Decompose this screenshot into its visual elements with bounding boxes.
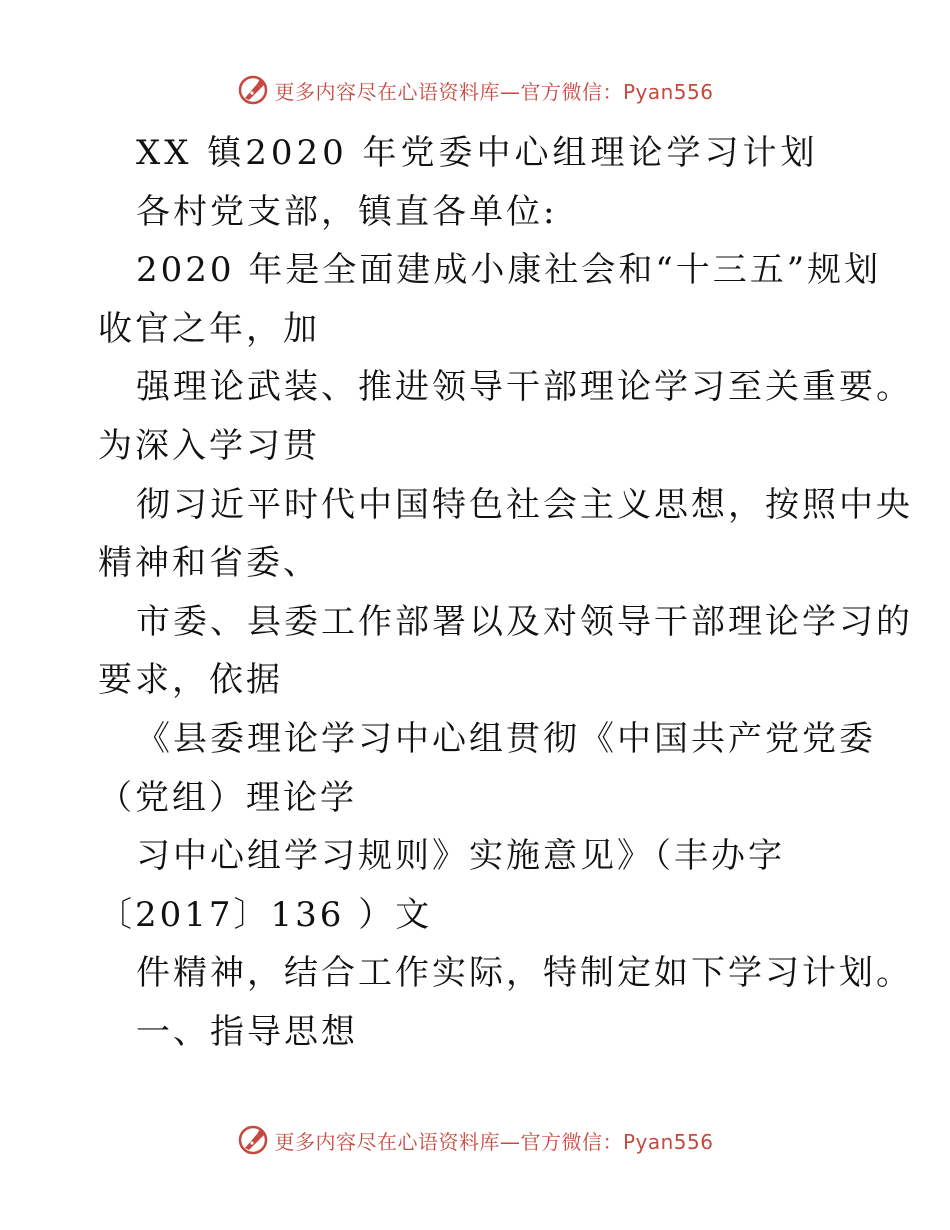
header-banner-text: 更多内容尽在心语资料库—官方微信：Pyan556 <box>274 79 714 104</box>
paragraph-line: 2020 年是全面建成小康社会和“十三五”规划 <box>136 250 882 291</box>
header-banner <box>0 70 950 110</box>
section-heading: 一、指导思想 <box>136 1011 358 1052</box>
paragraph-line: 精神和省委、 <box>98 543 320 584</box>
paragraph-line: 习中心组学习规则》实施意见》（丰办字 <box>136 836 785 877</box>
salutation: 各村党支部，镇直各单位: <box>136 191 558 232</box>
paragraph-line: 彻习近平时代中国特色社会主义思想，按照中央 <box>136 484 913 525</box>
paragraph-line: （党组）理论学 <box>98 777 357 818</box>
pen-nib-logo-icon <box>236 73 270 107</box>
paragraph-line: 强理论武装、推进领导干部理论学习至关重要。 <box>136 367 913 408</box>
paragraph-line: 市委、县委工作部署以及对领导干部理论学习的 <box>136 601 913 642</box>
paragraph-line: 〔2017〕136 ）文 <box>98 894 433 935</box>
paragraph-line: 件精神，结合工作实际，特制定如下学习计划。 <box>136 953 913 994</box>
document-body <box>98 124 913 1062</box>
footer-banner-text: 更多内容尽在心语资料库—官方微信：Pyan556 <box>274 1129 714 1154</box>
pen-nib-logo-icon <box>236 1123 270 1157</box>
paragraph-line: 《县委理论学习中心组贯彻《中国共产党党委 <box>136 718 876 759</box>
paragraph-line: 为深入学习贯 <box>98 425 320 466</box>
footer-banner <box>0 1120 950 1160</box>
document-title: XX 镇2020 年党委中心组理论学习计划 <box>136 133 819 173</box>
paragraph-line: 收官之年，加 <box>98 308 320 349</box>
paragraph-line: 要求，依据 <box>98 660 283 701</box>
